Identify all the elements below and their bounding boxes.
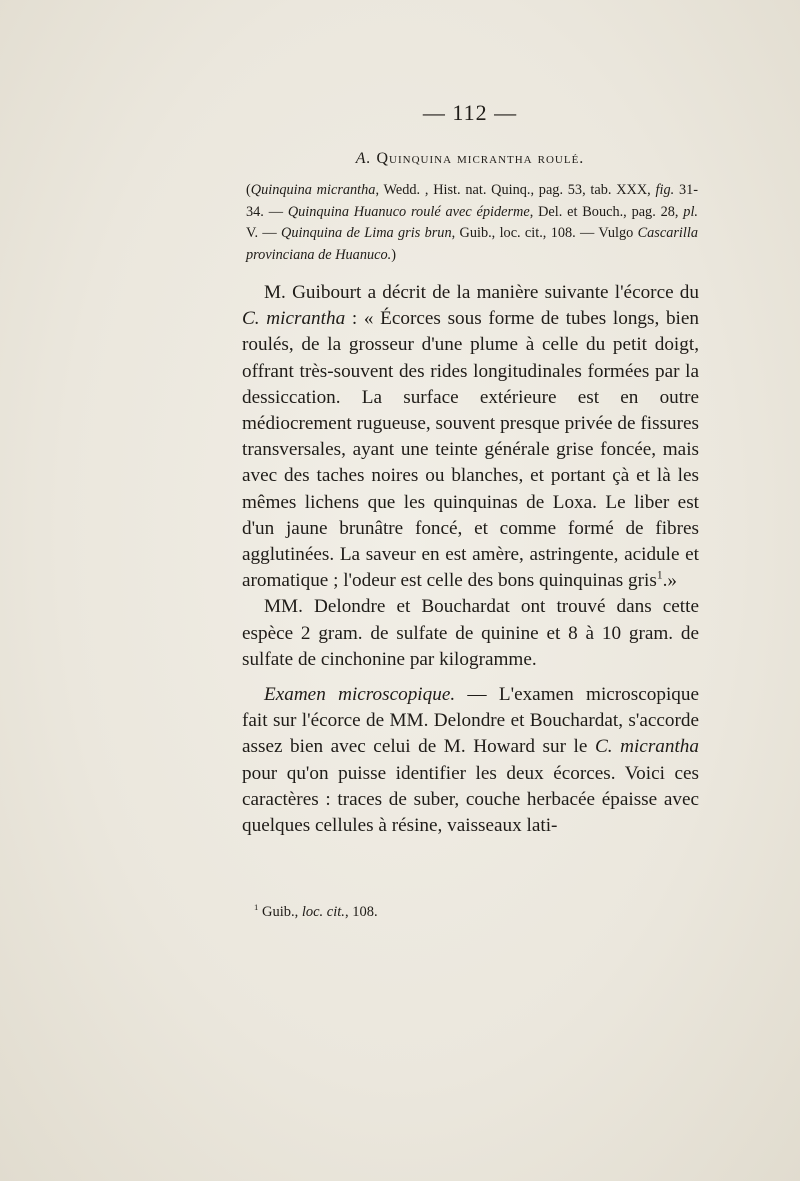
synonymy-paragraph	[246, 180, 698, 266]
synonym-name: Quinquina micrantha	[250, 182, 376, 198]
paragraph-text: M. Guibourt a décrit de la manière suivante l'écorce du	[264, 282, 699, 303]
species-name: C. micrantha	[594, 736, 699, 758]
footnote-abbrev: loc. cit.	[301, 904, 345, 920]
footnote	[254, 902, 674, 922]
synonym-ref: , Del. et Bouch., pag. 28,	[529, 203, 684, 220]
synonym-name: Quinquina de Lima gris brun	[281, 225, 452, 241]
synonym-ref: V. —	[246, 225, 281, 241]
synonym-ref: 31-34. —	[246, 182, 699, 220]
paragraph-text: .»	[662, 570, 677, 592]
synonym-abbrev: pl.	[683, 203, 698, 220]
paragraph-examen	[242, 682, 699, 839]
footnote-text: , 108.	[344, 904, 378, 920]
paragraph-text: — L'examen microscopique fait sur l'écorce de MM. Delondre et Bouchardat, s'accorde assez bien avec celui de M. Howard sur le	[242, 684, 699, 758]
footnote-ref: 1	[656, 569, 663, 582]
synonym-abbrev: fig.	[655, 182, 675, 198]
footnote-mark: 1	[254, 902, 259, 913]
synonym-name: Cascarilla provinciana de Huanuco.	[246, 225, 698, 263]
paragraph-text: pour qu'on puisse identifier les deux écorces. Voici ces caractères : traces de suber, couche herbacée épaisse avec quelques cellules à résine, vaisseaux lati-	[242, 762, 699, 837]
synonym-ref: , Guib., loc. cit., 108. — Vulgo	[451, 225, 638, 241]
body-text	[242, 280, 699, 839]
species-name: C. micrantha	[242, 308, 346, 330]
paragraph-delondre: MM. Delondre et Bouchardat ont trouvé dans cette espèce 2 gram. de sulfate de quinine et 8 à 10 gram. de sulfate de cinchonine par kilogramme.	[242, 596, 699, 670]
paragraph-guibourt	[242, 280, 699, 594]
paragraph-text: : « Écorces sous forme de tubes longs, bien roulés, de la grosseur d'une plume à celle du petit doigt, offrant très-souvent des rides longitudinales formées par la dessiccation. La surface extérieure est en outre médiocrement rugueuse, souvent presque privée de fissures transversales, ayant une teinte générale grise foncée, mais avec des taches noires ou blanches, et portant çà et là les mêmes lichens que les quinquinas de Loxa. Le liber est d'un jaune brunâtre foncé, et comme formé de fibres agglutinées. La saveur en est amère, astringente, acidule et aromatique ; l'odeur est celle des bons quinquinas gris	[242, 308, 699, 592]
section-title	[0, 150, 800, 168]
synonym-name: Quinquina Huanuco roulé avec épiderme	[287, 203, 530, 220]
synonymy-close: )	[391, 246, 396, 263]
section-title-text: Quinquina micrantha roulé.	[376, 150, 585, 167]
subsection-title: Examen microscopique.	[264, 684, 456, 706]
synonymy-open: (	[246, 182, 251, 198]
synonym-ref: , Wedd. , Hist. nat. Quinq., pag. 53, tab. XXX,	[375, 182, 656, 198]
section-marker: A.	[355, 150, 372, 167]
page-number: — 112 —	[422, 100, 518, 125]
footnote-text: Guib.,	[258, 904, 302, 920]
